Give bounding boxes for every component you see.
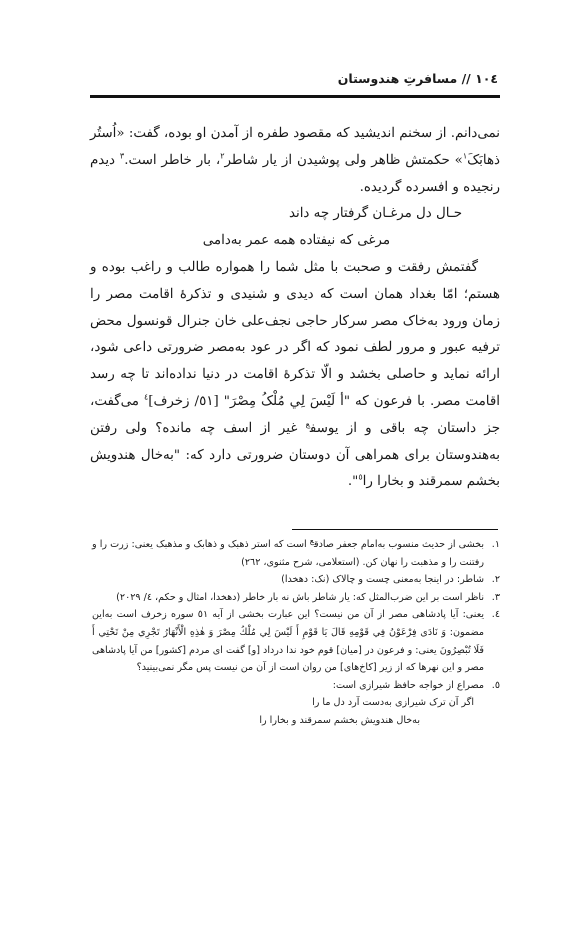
footnote-5 (92, 677, 500, 695)
footnote-text: بخشی از حدیث منسوب به‌امام جعفر صادق (314, 539, 485, 550)
footnote-ref-4: ٤ (143, 392, 149, 402)
footnote-ref-3: ٣ (119, 151, 125, 161)
footnote-1 (92, 536, 500, 571)
footnote-text: یعنی: آیا پادشاهی مصر از آن من نیست؟ این عبارت بخشی از آیه ٥١ سوره زخرف است به‌این مضمون: وَ نَادَى فِرْعَوْنُ فِي قَوْمِهِ قَالَ يَا قَوْمِ أَ لَيْسَ لِي مُلْكُ مِصْرَ وَ هٰذِهِ الْأَنْهَارُ تَجْرِي مِنْ تَحْتِي أَ فَلَا تُبْصِرُونَ یعنی: و فرعون در [میان] قوم خود ندا درداد [و] گفت ای مردم [کشور] من آیا پادشاهی مصر و این نهرها که از زیر [کاخ‌های] من روان است از آن من نیست پس مگر نمی‌بینید؟ (92, 609, 485, 674)
footnote-ref-5: ٥ (358, 472, 363, 482)
paragraph-1-part-b: » حکمتش ظاهر ولی پوشیدن از یار شاطر (224, 152, 463, 168)
running-header (92, 66, 498, 92)
footnote-verse-line-2: به‌خال هندویش بخشم سمرقند و بخارا را (259, 714, 420, 726)
footnote-text: ناظر است بر این ضرب‌المثل که: یار شاطر باش نه بار خاطر (دهخدا، امثال و حکم، ٤/ ٢٠٢٩) (116, 591, 484, 603)
running-title: ١٠٤ // مسافرتِ هندوستان (337, 71, 498, 86)
footnote-number: ٣. (491, 591, 500, 603)
footnote-verse-line-1: اگر آن ترک شیرازی به‌دست آرد دل ما را (312, 697, 474, 709)
main-text (90, 121, 500, 496)
footnote-2 (92, 571, 500, 589)
paragraph-2 (90, 255, 500, 496)
paragraph-1-part-a: نمی‌دانم. از سخنم اندیشید که مقصود طفره از آمدن او بوده، گفت: «اُستُر ذهابَکَ (90, 126, 500, 168)
paragraph-2-part-a: گفتمش رفقت و صحبت با مثل شما را همواره طالب و راغب بوده و هستم؛ امّا بغداد همان است که دیدی و شنیدی و تذکرهٔ اقامت مصر را زمان ورود به‌خاک مصر سرکار حاجی نجف‌علی خان جنرال قونسول محض ترفیه عبور و مرور لطف نمود که اگر در عود به‌مصر ضرورتی داعی شود، ارائه نماید و حاصلی بخشد و الّا تذکرهٔ اقامت در دنیا نداده‌اند تا چه رسد اقامت مصر. با فرعون که "أ لَیْسَ لِي مُلْکُ مِصْرَ" [٥١/ زخرف] (90, 259, 500, 409)
verse-line-2: مرغی که نیفتاده همه عمر به‌دامی (202, 233, 390, 249)
header-rule (90, 95, 500, 98)
footnote-4 (92, 606, 500, 676)
footnote-3 (92, 589, 500, 607)
footnote-number: ٥. (491, 679, 500, 691)
footnote-text: است که استر ذهبک و ذهابک و مذهبک یعنی: زرت را و رفتنت را و مذهبت را نهان کن. (استعلامی، شرح مثنوی، ٢٦٢) (92, 539, 484, 568)
paragraph-1 (90, 121, 500, 201)
paragraph-1-part-c: ، بار خاطر است. (124, 152, 221, 168)
footnote-ref-1: ١ (462, 151, 468, 161)
paragraph-2-part-b: می‌گفت، جز داستان چه باقی و از یوسف (90, 393, 500, 436)
footnote-number: ٤. (491, 609, 500, 621)
footnote-text: شاطر: در اینجا به‌معنی چست و چالاک (نک: دهخدا) (281, 574, 484, 586)
verse-line-1: حـال دل مرغـان گرفتار چه داند (288, 206, 462, 222)
footnote-number: ٢. (491, 574, 500, 586)
honorific-mark: ع (309, 535, 315, 545)
paragraph-1-part-d: دیدم رنجیده و افسرده گردیده. (90, 152, 500, 195)
footnote-text: مصراع از خواجه حافظ شیرازی است: (332, 679, 484, 691)
paragraph-2-part-d: ". (347, 474, 359, 490)
paragraph-2-part-c: غیر از اسف چه مانده؟ ولی رفتن به‌هندوستان برای همراهی آن دوستان ضرورتی دارد که: "به‌خال هندویش بخشم سمرقند و بخارا را (90, 420, 500, 490)
footnote-ref-2: ٢ (220, 151, 225, 161)
footnote-separator (292, 529, 498, 530)
footnote-number: ١. (491, 539, 500, 550)
footnotes (92, 536, 500, 730)
honorific-mark: ع (305, 419, 310, 429)
